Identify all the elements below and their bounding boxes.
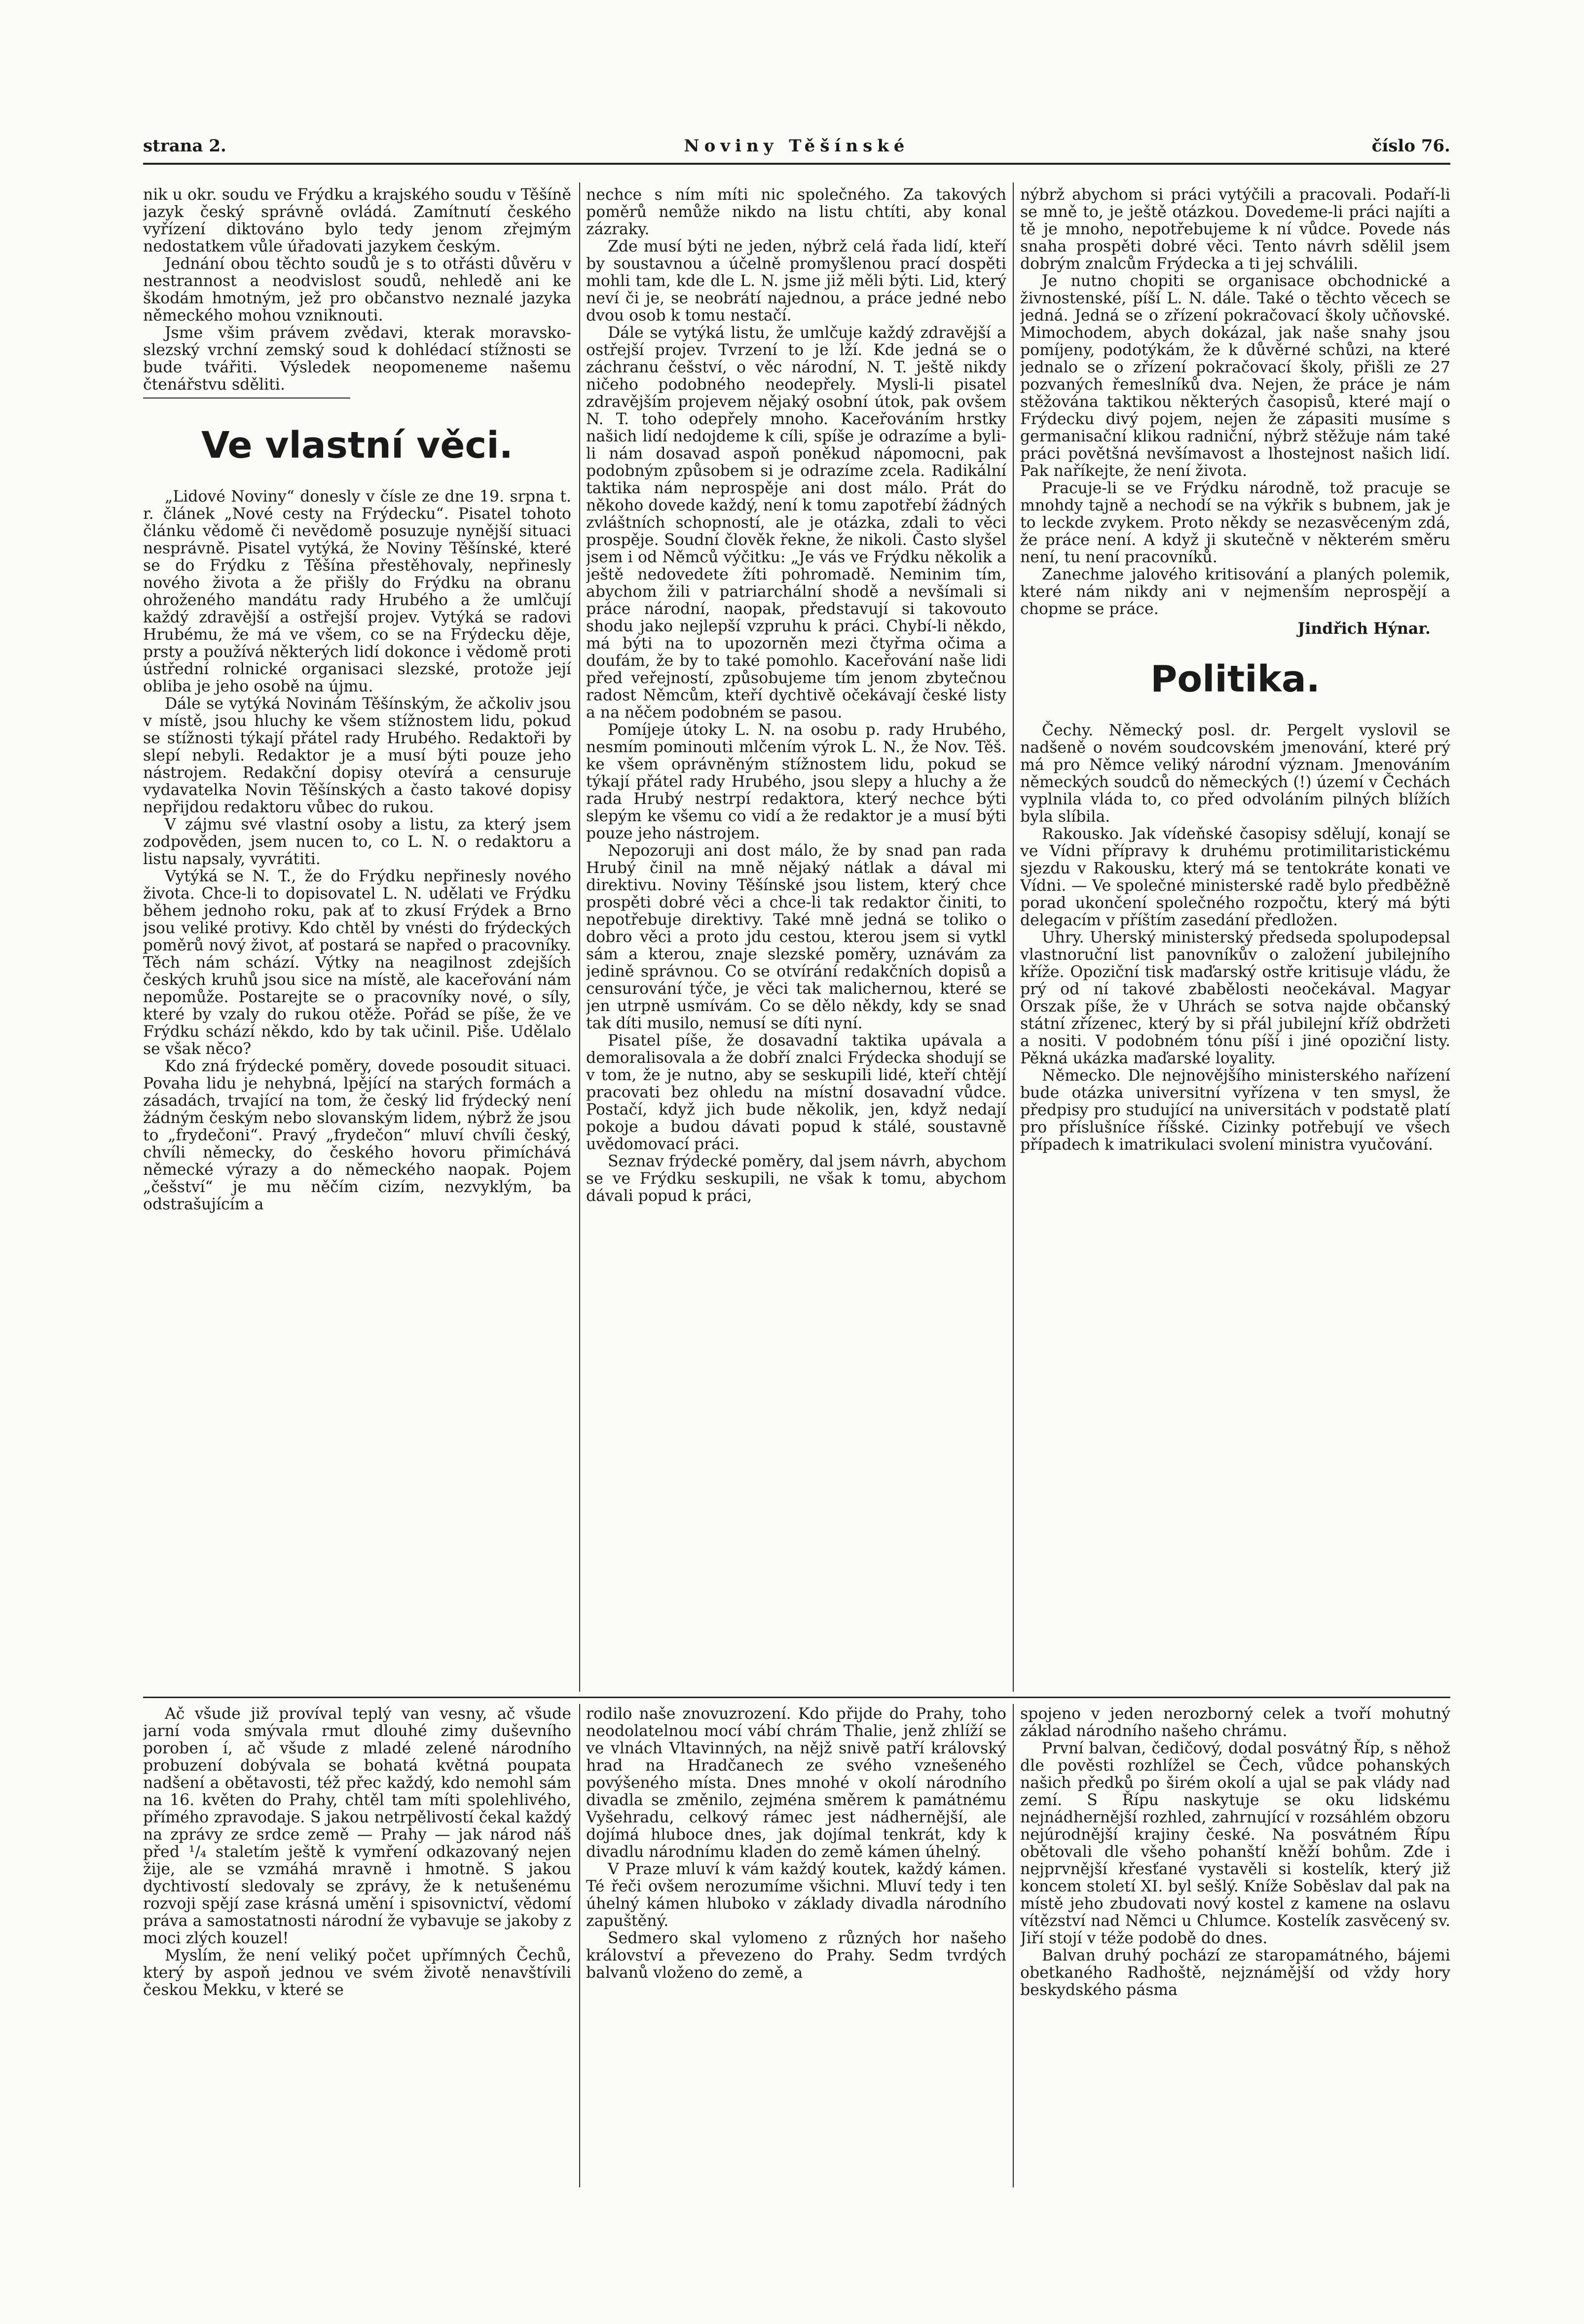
col1-paragraph: Jednání obou těchto soudů je s to otřásti důvěru v nestrannost a neodvislost soudů, nehledě ani ke škodám hmotným, jež pro občanstvo neznalé jazyka německého mohou vzniknouti.	[143, 255, 571, 325]
bottom-paragraph: V Praze mluví k vám každý koutek, každý kámen. Té řeči ovšem nerozumíme všichni. Mluví tedy i ten úhelný kámen hluboko v základy divadla národního zapuštěný.	[586, 1860, 1006, 1930]
col2-paragraph: Pomíjeje útoky L. N. na osobu p. rady Hrubého, nesmím pominouti mlčením výrok L. N., že Nov. Těš. ke všem oprávněným stížnostem lidu, pokud se týkají přátel rady Hrubého, jsou slepy a hluchy a že rada Hrubý nestrpí redaktora, který nechce býti slepým ke všemu co vidí a že redaktor je a musí býti pouze jeho nástrojem.	[586, 721, 1006, 842]
bottom-column-1	[143, 1706, 571, 2191]
section-heading-politika: Politika.	[1150, 658, 1320, 700]
col3-paragraph: Německo. Dle nejnovějšího ministerského nařízení bude otázka universitní vyřízena v ten smysl, že předpisy pro studující na universitách v podstatě platí pro příslušníce říšské. Cizinky potřebují ve všech případech k imatrikulaci svolení ministra vyučování.	[1020, 1067, 1450, 1154]
col1-paragraph: nik u okr. soudu ve Frýdku a krajského soudu v Těšíně jazyk český správně ovládá. Zamítnutí českého vyřízení diktováno bylo tedy jenom zřejmým nedostatkem vůle úřadovati jazykem českým.	[143, 186, 571, 255]
author-signature: Jindřich Hýnar.	[1297, 619, 1431, 638]
col1-paragraph: Jsme všim právem zvědavi, kterak moravsko-slezský vrchní zemský soud k dohlédací stížnosti se bude tvářiti. Výsledek neopomeneme našemu čtenářstvu sděliti.	[143, 324, 571, 394]
column-1	[143, 186, 571, 1691]
col3-paragraph: Je nutno chopiti se organisace obchodnické a živnostenské, píší L. N. dále. Také o těchto věcech se jedná. Jedná se o zřízení pokračovací školy učňovské. Mimochodem, abych dokázal, jak naše snahy jsou pomíjeny, podotýkám, že k důvěrné schůzi, na které jednalo se o zřízení pokračovací školy, přišli ze 27 pozvaných řemeslníků dva. Nejen, že práce je nám stěžována taktikou některých časopisů, které mají o Frýdecku divý pojem, nejen že zápasiti musíme s germanisační klikou radniční, nýbrž stěžuje nám také práci povětšná nevšímavost a lhostejnost našich lidí. Pak naříkejte, že není života.	[1020, 272, 1450, 480]
col3-paragraph: Rakousko. Jak vídeňské časopisy sdělují, konají se ve Vídni přípravy k druhému protimilitaristickému sjezdu v Rakousku, který má se tentokráte konati ve Vídni. — Ve společné ministerské radě bylo předběžně porad ukončení společného rozpočtu, který má býti delegacím v příštím zasedání předložen.	[1020, 825, 1450, 929]
page-number: strana 2.	[143, 136, 226, 156]
bottom-paragraph: První balvan, čedičový, dodal posvátný Říp, s něhož dle pověsti rozhlížel se Čech, vůdce pohanských našich předků po širém okolí a ujal se pak vlády nad zemí. S Řípu naskytuje se oku lidskému nejnádhernější rozhled, zahrnující v rozsáhlém obzoru nejúrodnější krajiny české. Na posvátném Řípu obětovali dle všeho pohanští kněží bohům. Zde i nejprvnější křesťané vystavěli si kostelík, který již koncem století XI. byl sešlý. Kníže Soběslav dal pak na místě jeho zbudovati nový kostel z kamene na oslavu vítězství nad Němci u Chlumce. Kostelík zasvěcený sv. Jiří stojí v téže podobě do dnes.	[1020, 1740, 1450, 1947]
article-separator	[143, 398, 350, 399]
column-divider-1	[579, 182, 580, 1692]
col2-paragraph: Nepozoruji ani dost málo, že by snad pan rada Hrubý činil na mně nějaký nátlak a dával mi direktivu. Noviny Těšínské jsou listem, který chce prospěti dobré věci a chce-li tak redaktor činiti, to nepotřebuje direktivy. Také mně jedná se toliko o dobro věci a proto jdu cestou, kterou jsem si vytkl sám a kterou, znaje slezské poměry, uznávám za jedině správnou. Co se otvírání redakčních dopisů a censurování týče, je věci tak malichernou, které se jen utrpně usmívám. Co se dělo někdy, kdy se snad tak díti musilo, nemusí se díti nyní.	[586, 842, 1006, 1032]
page-header	[143, 132, 1450, 162]
column-3	[1020, 186, 1450, 1691]
col1-paragraph: V zájmu své vlastní osoby a listu, za který jsem zodpověden, jsem nucen to, co L. N. o redaktoru a listu napsaly, vyvrátiti.	[143, 816, 571, 868]
header-rule	[143, 163, 1450, 165]
feuilleton-rule	[143, 1697, 1450, 1698]
col3-paragraph: Zanechme jalového kritisování a planých polemik, které nám nikdy ani v nejmenším neprospějí a chopme se práce.	[1020, 566, 1450, 618]
column-divider-2	[1013, 182, 1014, 1692]
bottom-paragraph: Sedmero skal vylomeno z různých hor našeho království a převezeno do Prahy. Sedm tvrdých balvanů vloženo do země, a	[586, 1929, 1006, 1982]
bottom-paragraph: rodilo naše znovuzrození. Kdo přijde do Prahy, toho neodolatelnou mocí vábí chrám Thalie, jenž zhlíží se ve vlnách Vltavinných, na nějž snivě patří královský hrad na Hradčanech ze svého vznešeného povýšeného místa. Dnes mnohé v okolí národního divadla se změnilo, zejména směrem k památnému Vyšehradu, celkový rámec jest nádhernější, ale dojímá hluboce dnes, jak dojímal tenkrát, kdy k divadlu národnímu kladen do země kámen úhelný.	[586, 1706, 1006, 1861]
article-heading-vlastni-veci: Ve vlastní věci.	[201, 424, 513, 467]
col3-paragraph: Uhry. Uherský ministerský předseda spolupodepsal vlastnoruční list panovníkův o založení jubilejního kříže. Opoziční tisk maďarský ostře kritisuje vládu, že prý od ní takové zbabělosti neočekával. Magyar Orszak píše, že v Uhrách se sotva najde občanský státní zřízenec, který by si přál jubilejní kříž obdržeti a nositi. V podobném tónu píší i jiné opoziční listy. Pěkná ukázka maďarské loyality.	[1020, 929, 1450, 1067]
col2-paragraph: Seznav frýdecké poměry, dal jsem návrh, abychom se ve Frýdku seskupili, ne však k tomu, abychom dávali popud k práci,	[586, 1153, 1006, 1205]
bottom-divider-1	[579, 1704, 580, 2187]
bottom-divider-2	[1013, 1704, 1014, 2187]
col3-paragraph: Pracuje-li se ve Frýdku národně, tož pracuje se mnohdy tajně a nechodí se na výkřik s bubnem, jak je to leckde zvykem. Proto někdy se nezasvěceným zdá, že práce není. A když ji skutečně v některém směru není, tu není pracovníků.	[1020, 479, 1450, 566]
col3-paragraph: nýbrž abychom si práci vytýčili a pracovali. Podaří-li se mně to, je ještě otázkou. Dovedeme-li práci najíti a tě je mnoho, nepotřebujeme k ní vůdce. Povede nás snaha prospěti dobré věci. Tento návrh sdělil jsem dobrým znalcům Frýdecka a ti jej schválili.	[1020, 186, 1450, 273]
bottom-paragraph: Ač všude již províval teplý van vesny, ač všude jarní voda smývala rmut dlouhé zimy duševního poroben í, ač všude z mladé zelené národního probuzení dobývala se bohatá květná poupata nadšení a obětavosti, též přec každý, kdo nemohl sám na 16. květen do Prahy, chtěl tam míti spolehlivého, přímého zpravodaje. S jakou netrpělivostí čekal každý na zprávy ze srdce země — Prahy — jak národ náš před ¹/₄ staletím ještě k vymření odkazovaný nejen žije, ale se vzmáhá mravně i hmotně. S jakou dychtivostí sledovaly se zprávy, že k netušenému rozvoji spějí zase krásná umění i spisovnictví, vědomí práva a samostatnosti národní že vybavuje se jakoby z moci zlých kouzel!	[143, 1706, 571, 1947]
col1-paragraph: Vytýká se N. T., že do Frýdku nepřinesly nového života. Chce-li to dopisovatel L. N. udělati ve Frýdku během jednoho roku, pak ať to zkusí Frýdek a Brno jsou veliké protivy. Kdo chtěl by vnésti do frýdeckých poměrů nový život, ať postará se napřed o pracovníky. Těch nám schází. Výtky na neagilnost zdejších českých kruhů jsou sice na místě, ale kaceřování nám nepomůže. Postarejte se o pracovníky nové, o síly, které by vzaly do rukou otěže. Pořád se píše, že ve Frýdku schází někdo, kdo by tak učinil. Piše. Udělalo se však něco?	[143, 868, 571, 1058]
col2-paragraph: nechce s ním míti nic společného. Za takových poměrů nemůže nikdo na listu chtíti, aby konal zázraky.	[586, 186, 1006, 238]
bottom-paragraph: Balvan druhý pochází ze staropamátného, bájemi obetkaného Radhoště, nejznámější od vždy hory beskydského pásma	[1020, 1947, 1450, 1999]
issue-number: číslo 76.	[1371, 136, 1450, 156]
bottom-paragraph: spojeno v jeden nerozborný celek a tvoří mohutný základ národního našeho chrámu.	[1020, 1706, 1450, 1740]
col1-paragraph: Kdo zná frýdecké poměry, dovede posoudit situaci. Povaha lidu je nehybná, lpějící na starých formách a zásadách, trvající na tom, že český lid frýdecký není žádným českým nebo slovanským lidem, nýbrž že jsou to „frydečoni“. Pravý „frydečon“ mluví chvíli český, chvíli německy, do českého hovoru přimíchává německé výrazy a do německého naopak. Pojem „češství“ je mu něčím cizím, nezvyklým, ba odstrašujícím a	[143, 1057, 571, 1213]
col2-paragraph: Zde musí býti ne jeden, nýbrž celá řada lidí, kteří by soustavnou a účelně promyšlenou prací dospěti mohli tam, kde dle L. N. jsme již měli býti. Lid, který neví či je, se neobrátí najednou, a práce jedné nebo dvou osob k tomu nestačí.	[586, 238, 1006, 325]
bottom-column-2	[586, 1706, 1006, 2191]
newspaper-title: Noviny Těšínské	[684, 136, 910, 156]
col1-paragraph: Dále se vytýká Novinám Těšínským, že ačkoliv jsou v místě, jsou hluchy ke všem stížnostem lidu, pokud se stížnosti týkají přátel rady Hrubého. Redaktoři by slepí nebyli. Redaktor je a musí býti pouze jeho nástrojem. Redakční dopisy otevírá a censuruje vydavatelka Novin Těšínských a často takové dopisy nepřijdou redaktoru vůbec do rukou.	[143, 695, 571, 816]
column-2	[586, 186, 1006, 1691]
bottom-column-3	[1020, 1706, 1450, 2191]
col1-paragraph: „Lidové Noviny“ donesly v čísle ze dne 19. srpna t. r. článek „Nové cesty na Frýdecku“. Pisatel tohoto článku vědomě či nevědomě posuzuje nynější situaci nesprávně. Pisatel vytýká, že Noviny Těšínské, které se do Frýdku z Těšína přestěhovaly, nepřinesly nového života a že přišly do Frýdku na obranu ohroženého mandátu rady Hrubého a že umlčují každý zdravější a ostřejší projev. Vytýká se radovi Hrubému, že má ve všem, co se na Frýdecku děje, prsty a používá některých lidí dokonce i vědomě proti ústřední rolnické organisaci slezské, protože její obliba je jeho osobě na újmu.	[143, 488, 571, 695]
col2-paragraph: Pisatel píše, že dosavadní taktika upávala a demoralisovala a že dobří znalci Frýdecka shodují se v tom, že je nutno, aby se seskupili lidé, kteří chtějí pracovati bez ohledu na místní dosavadní vůdce. Postačí, když jich bude několik, jen, když nedají pokoje a budou dávati popud k stálé, soustavně uvědomovací práci.	[586, 1032, 1006, 1153]
col2-paragraph: Dále se vytýká listu, že umlčuje každý zdravější a ostřejší projev. Tvrzení to je lží. Kde jedná se o záchranu češství, o věc národní, N. T. ještě nikdy ničeho podobného neodepřely. Mysli-li pisatel zdravějším projevem nějaký osobní útok, pak ovšem N. T. toho odepřely mnoho. Kaceřováním hrstky našich lidí nedojdeme k cíli, spíše je odrazíme a byli-li nám dosavad aspoň poněkud nápomocni, pak podobným způsobem si je odrazíme zcela. Radikální taktika nám neprospěje ani dost málo. Prát do někoho dovede každý, není k tomu zapotřebí žádných zvláštních schopností, ale je otázka, zdali to věci prospěje. Soudní člověk řekne, že nikoli. Často slyšel jsem i od Němců výčitku: „Je vás ve Frýdku několik a ještě nedovedete žíti pohromadě. Neminim tím, abychom žili v patriarchální shodě a nevšímali si práce národní, naopak, představují si takovouto shodu jako nejlepší vzpruhu k práci. Chybí-li někdo, má býti na to upozorněn mezi čtyřma očima a doufám, že by to také pomohlo. Kaceřování naše lidi před veřejností, způsobujeme tím jenom zbytečnou radost Němcům, kteří dychtivě očekávají české listy a na něčem podobném se pasou.	[586, 324, 1006, 722]
bottom-paragraph: Myslím, že není veliký počet upřímných Čechů, který by aspoň jednou ve svém životě nenavštívili českou Mekku, v které se	[143, 1947, 571, 1999]
col3-paragraph: Čechy. Německý posl. dr. Pergelt vyslovil se nadšeně o novém soudcovském jmenování, které prý má pro Němce veliký národní význam. Jmenováním německých soudců do německých (!) území v Čechách vyplnila vláda to, co před odvoláním pilných blížích byla slíbila.	[1020, 722, 1450, 826]
